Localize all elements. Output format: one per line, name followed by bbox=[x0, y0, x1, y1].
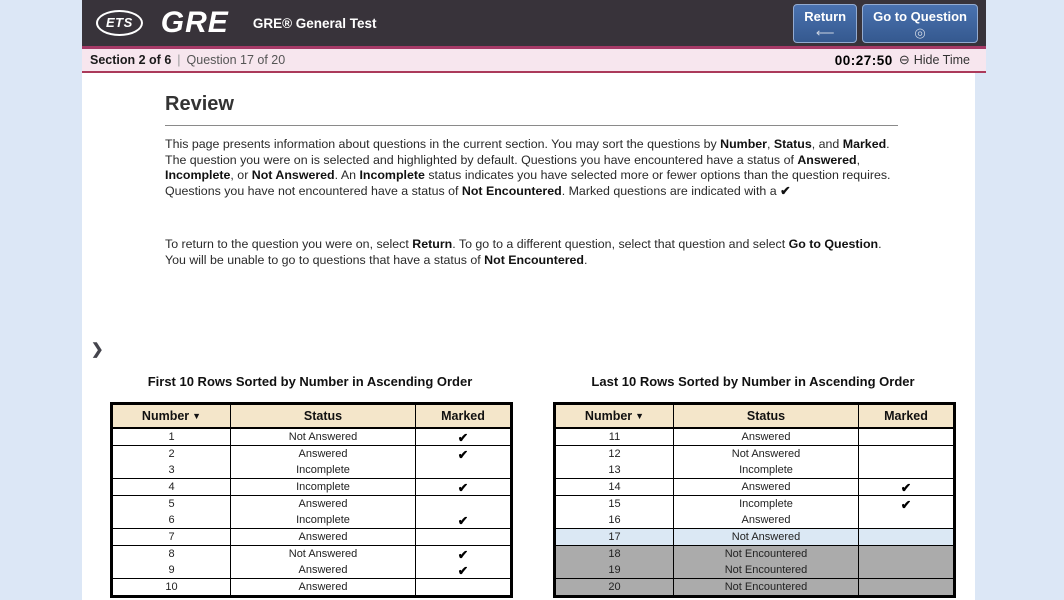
marked-cell[interactable]: ✔ bbox=[416, 562, 512, 579]
number-cell[interactable]: 16 bbox=[555, 512, 674, 529]
review-page bbox=[82, 73, 975, 600]
status-cell[interactable]: Incomplete bbox=[674, 462, 859, 479]
number-cell: 18 bbox=[555, 546, 674, 563]
sort-descending-icon: ▼ bbox=[192, 411, 202, 421]
table-row[interactable] bbox=[555, 512, 955, 529]
return-button-label: Return bbox=[804, 9, 847, 24]
marked-cell[interactable] bbox=[416, 462, 512, 479]
go-to-question-button[interactable] bbox=[862, 4, 978, 43]
number-cell[interactable]: 14 bbox=[555, 479, 674, 496]
status-cell[interactable]: Not Answered bbox=[231, 546, 416, 563]
marked-cell[interactable] bbox=[859, 529, 955, 546]
number-cell[interactable]: 15 bbox=[555, 496, 674, 513]
gre-logo: GRE bbox=[160, 6, 229, 39]
number-cell[interactable]: 8 bbox=[112, 546, 231, 563]
number-header-label: Number bbox=[141, 409, 190, 423]
number-cell[interactable]: 1 bbox=[112, 428, 231, 446]
status-cell: Not Encountered bbox=[674, 562, 859, 579]
table-row[interactable] bbox=[112, 529, 512, 546]
number-cell: 20 bbox=[555, 579, 674, 597]
go-to-question-button-label: Go to Question bbox=[873, 9, 967, 24]
number-cell[interactable]: 11 bbox=[555, 428, 674, 446]
expand-panel-chevron-icon[interactable]: ❯ bbox=[91, 341, 104, 358]
review-table-first bbox=[110, 402, 513, 598]
hide-time-button[interactable] bbox=[899, 52, 970, 68]
column-header-marked[interactable]: Marked bbox=[416, 404, 512, 429]
instructions-paragraph-1: This page presents information about questions in the current section. You may sort the questions by Number, Status, and Marked. The question you were on is selected and highlighted by default. Questions you have encountered have a status of Answered, Incomplete, or Not Answered. An Incomplete status indicates you have selected more or fewer options than the question requires. Questions you have not encountered have a status of Not Encountered. Marked questions are indicated with a ✔ bbox=[165, 137, 891, 199]
question-label: Question 17 of 20 bbox=[186, 53, 286, 67]
status-cell[interactable]: Incomplete bbox=[231, 512, 416, 529]
number-cell[interactable]: 12 bbox=[555, 446, 674, 463]
status-cell[interactable]: Answered bbox=[231, 562, 416, 579]
marked-cell[interactable] bbox=[859, 428, 955, 446]
column-header-marked[interactable]: Marked bbox=[859, 404, 955, 429]
status-cell[interactable]: Answered bbox=[674, 479, 859, 496]
status-cell[interactable]: Not Answered bbox=[674, 446, 859, 463]
marked-cell bbox=[859, 562, 955, 579]
table-row[interactable] bbox=[555, 446, 955, 463]
marked-cell[interactable]: ✔ bbox=[416, 512, 512, 529]
return-button[interactable] bbox=[793, 4, 857, 43]
marked-cell[interactable]: ✔ bbox=[416, 428, 512, 446]
table-row[interactable] bbox=[555, 428, 955, 446]
section-label: Section 2 of 6 bbox=[90, 53, 172, 67]
status-cell[interactable]: Answered bbox=[231, 446, 416, 463]
table-row[interactable] bbox=[112, 462, 512, 479]
column-header-status[interactable]: Status bbox=[231, 404, 416, 429]
table-row bbox=[555, 546, 955, 563]
number-cell[interactable]: 13 bbox=[555, 462, 674, 479]
marked-cell bbox=[859, 579, 955, 597]
status-cell[interactable]: Answered bbox=[231, 529, 416, 546]
marked-cell[interactable] bbox=[859, 512, 955, 529]
table-row[interactable] bbox=[112, 579, 512, 597]
test-window bbox=[82, 0, 986, 600]
instructions-paragraph-2: To return to the question you were on, select Return. To go to a different question, select that question and select Go to Question. You will be unable to go to questions that have a status of Not Encountered. bbox=[165, 237, 882, 267]
number-cell[interactable]: 17 bbox=[555, 529, 674, 546]
table-row[interactable] bbox=[112, 512, 512, 529]
nav-buttons bbox=[793, 4, 978, 43]
status-cell[interactable]: Incomplete bbox=[231, 479, 416, 496]
table-row[interactable] bbox=[112, 428, 512, 446]
table-row bbox=[555, 579, 955, 597]
status-cell: Not Encountered bbox=[674, 579, 859, 597]
table-row[interactable] bbox=[112, 496, 512, 513]
table-row[interactable] bbox=[112, 562, 512, 579]
status-cell[interactable]: Not Answered bbox=[231, 428, 416, 446]
column-header-number[interactable] bbox=[555, 404, 674, 429]
first-table-title: First 10 Rows Sorted by Number in Ascending Order bbox=[147, 374, 473, 389]
marked-cell[interactable] bbox=[416, 579, 512, 597]
first-rows-table-block bbox=[110, 374, 510, 598]
marked-cell[interactable]: ✔ bbox=[416, 546, 512, 563]
page-title: Review bbox=[165, 93, 898, 126]
status-cell[interactable]: Answered bbox=[674, 512, 859, 529]
marked-cell[interactable]: ✔ bbox=[859, 479, 955, 496]
number-cell[interactable]: 9 bbox=[112, 562, 231, 579]
sort-descending-icon: ▼ bbox=[635, 411, 645, 421]
ets-logo-icon: ETS bbox=[96, 10, 143, 36]
marked-cell bbox=[859, 546, 955, 563]
table-row[interactable] bbox=[555, 479, 955, 496]
number-cell[interactable]: 10 bbox=[112, 579, 231, 597]
left-arrow-icon: ⟵ bbox=[815, 25, 835, 40]
clock-minus-icon: ⊖ bbox=[898, 52, 910, 67]
number-cell[interactable]: 6 bbox=[112, 512, 231, 529]
table-header-row bbox=[555, 404, 955, 429]
status-cell: Not Encountered bbox=[674, 546, 859, 563]
hide-time-label: Hide Time bbox=[913, 53, 970, 67]
table-row[interactable] bbox=[112, 546, 512, 563]
column-header-number[interactable] bbox=[112, 404, 231, 429]
status-bar bbox=[82, 49, 986, 73]
section-question-divider: | bbox=[177, 53, 181, 67]
marked-cell[interactable] bbox=[859, 446, 955, 463]
last-table-title: Last 10 Rows Sorted by Number in Ascending Order bbox=[591, 374, 915, 389]
number-header-label: Number bbox=[584, 409, 633, 423]
number-cell: 19 bbox=[555, 562, 674, 579]
table-header-row bbox=[112, 404, 512, 429]
status-cell[interactable]: Answered bbox=[674, 428, 859, 446]
last-rows-table-block bbox=[553, 374, 953, 598]
status-cell[interactable]: Incomplete bbox=[231, 462, 416, 479]
marked-cell[interactable]: ✔ bbox=[416, 479, 512, 496]
status-cell[interactable]: Incomplete bbox=[674, 496, 859, 513]
number-cell[interactable]: 7 bbox=[112, 529, 231, 546]
table-row[interactable] bbox=[555, 529, 955, 546]
number-cell[interactable]: 5 bbox=[112, 496, 231, 513]
status-cell[interactable]: Answered bbox=[231, 496, 416, 513]
target-icon: ◎ bbox=[914, 25, 926, 40]
status-cell[interactable]: Answered bbox=[231, 579, 416, 597]
marked-cell[interactable]: ✔ bbox=[416, 446, 512, 463]
number-cell[interactable]: 3 bbox=[112, 462, 231, 479]
table-row[interactable] bbox=[112, 479, 512, 496]
table-row[interactable] bbox=[555, 462, 955, 479]
status-cell[interactable]: Not Answered bbox=[674, 529, 859, 546]
table-row bbox=[555, 562, 955, 579]
number-cell[interactable]: 2 bbox=[112, 446, 231, 463]
marked-cell[interactable]: ✔ bbox=[859, 496, 955, 513]
title-bar bbox=[82, 0, 986, 46]
marked-cell[interactable] bbox=[416, 529, 512, 546]
marked-cell[interactable] bbox=[859, 462, 955, 479]
timer-value: 00:27:50 bbox=[834, 52, 893, 68]
timer-area bbox=[835, 52, 970, 68]
app-title: GRE® General Test bbox=[252, 15, 377, 31]
review-table-last bbox=[553, 402, 956, 598]
table-row[interactable] bbox=[555, 496, 955, 513]
marked-cell[interactable] bbox=[416, 496, 512, 513]
table-row[interactable] bbox=[112, 446, 512, 463]
number-cell[interactable]: 4 bbox=[112, 479, 231, 496]
column-header-status[interactable]: Status bbox=[674, 404, 859, 429]
